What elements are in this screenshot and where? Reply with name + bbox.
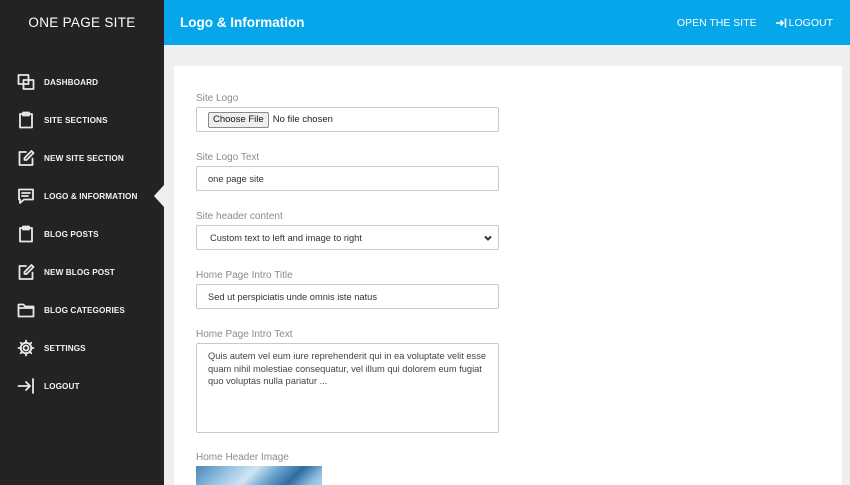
- site-logo-text-label: Site Logo Text: [196, 152, 260, 163]
- sidebar-item-blog-categories[interactable]: [0, 291, 164, 329]
- intro-text-textarea[interactable]: Quis autem vel eum iure reprehenderit qui in ea voluptate velit esse quam nihil molestiae consequatur, vel illum qui dolorem eum fugiat quo voluptas nulla pariatur ...: [196, 343, 499, 433]
- choose-file-button[interactable]: Choose File: [208, 112, 269, 128]
- top-logout-label: LOGOUT: [788, 16, 833, 29]
- sidebar-nav: [0, 63, 164, 405]
- site-logo-field: [196, 93, 499, 132]
- sidebar-item-label: SETTINGS: [44, 343, 86, 353]
- header-image-preview: [196, 466, 322, 485]
- sidebar-item-new-blog-post[interactable]: [0, 253, 164, 291]
- sidebar-item-label: NEW SITE SECTION: [44, 153, 124, 163]
- selected-option: Custom text to left and image to right: [210, 232, 362, 243]
- header-image-label: Home Header Image: [196, 452, 289, 463]
- sidebar-item-label: LOGO & INFORMATION: [44, 191, 138, 201]
- intro-title-input[interactable]: Sed ut perspiciatis unde omnis iste natus: [196, 284, 499, 309]
- sidebar-item-new-site-section[interactable]: [0, 139, 164, 177]
- intro-title-label: Home Page Intro Title: [196, 270, 293, 281]
- comment-icon: [17, 187, 35, 205]
- sidebar-item-logout[interactable]: [0, 367, 164, 405]
- site-header-content-label: Site header content: [196, 211, 283, 222]
- site-logo-text-field: [196, 152, 499, 191]
- sidebar-item-label: BLOG POSTS: [44, 229, 99, 239]
- site-header-content-field: [196, 211, 499, 250]
- sidebar-item-label: LOGOUT: [44, 381, 80, 391]
- header-image-field: [196, 452, 322, 485]
- sidebar-item-settings[interactable]: [0, 329, 164, 367]
- sidebar-item-label: DASHBOARD: [44, 77, 99, 87]
- sidebar-item-blog-posts[interactable]: [0, 215, 164, 253]
- top-logout-link[interactable]: [775, 17, 833, 29]
- open-site-link[interactable]: OPEN THE SITE: [676, 16, 757, 29]
- sidebar-item-logo-information[interactable]: [0, 177, 164, 215]
- intro-title-field: [196, 270, 499, 309]
- file-status: No file chosen: [272, 114, 333, 125]
- intro-text-label: Home Page Intro Text: [196, 329, 293, 340]
- intro-text-field: [196, 329, 499, 433]
- top-actions: [677, 17, 833, 29]
- clipboard-icon: [17, 225, 35, 243]
- form-card: [174, 66, 842, 485]
- sidebar: [0, 0, 164, 485]
- gear-icon: [17, 339, 35, 357]
- chevron-down-icon: [484, 234, 492, 242]
- logout-icon: [775, 17, 787, 29]
- page-title: Logo & Information: [180, 15, 305, 30]
- site-logo-label: Site Logo: [196, 93, 239, 104]
- top-bar: [164, 0, 850, 45]
- site-brand[interactable]: ONE PAGE SITE: [28, 15, 136, 30]
- sidebar-item-label: BLOG CATEGORIES: [44, 305, 125, 315]
- sidebar-item-site-sections[interactable]: [0, 101, 164, 139]
- logout-icon: [17, 377, 35, 395]
- site-header-content-select[interactable]: [196, 225, 499, 250]
- dashboard-icon: [17, 73, 35, 91]
- sidebar-item-label: SITE SECTIONS: [44, 115, 108, 125]
- site-logo-text-input[interactable]: one page site: [196, 166, 499, 191]
- sidebar-item-label: NEW BLOG POST: [44, 267, 115, 277]
- folder-icon: [17, 301, 35, 319]
- site-logo-file-input[interactable]: [196, 107, 499, 132]
- edit-icon: [17, 149, 35, 167]
- clipboard-icon: [17, 111, 35, 129]
- sidebar-item-dashboard[interactable]: [0, 63, 164, 101]
- edit-icon: [17, 263, 35, 281]
